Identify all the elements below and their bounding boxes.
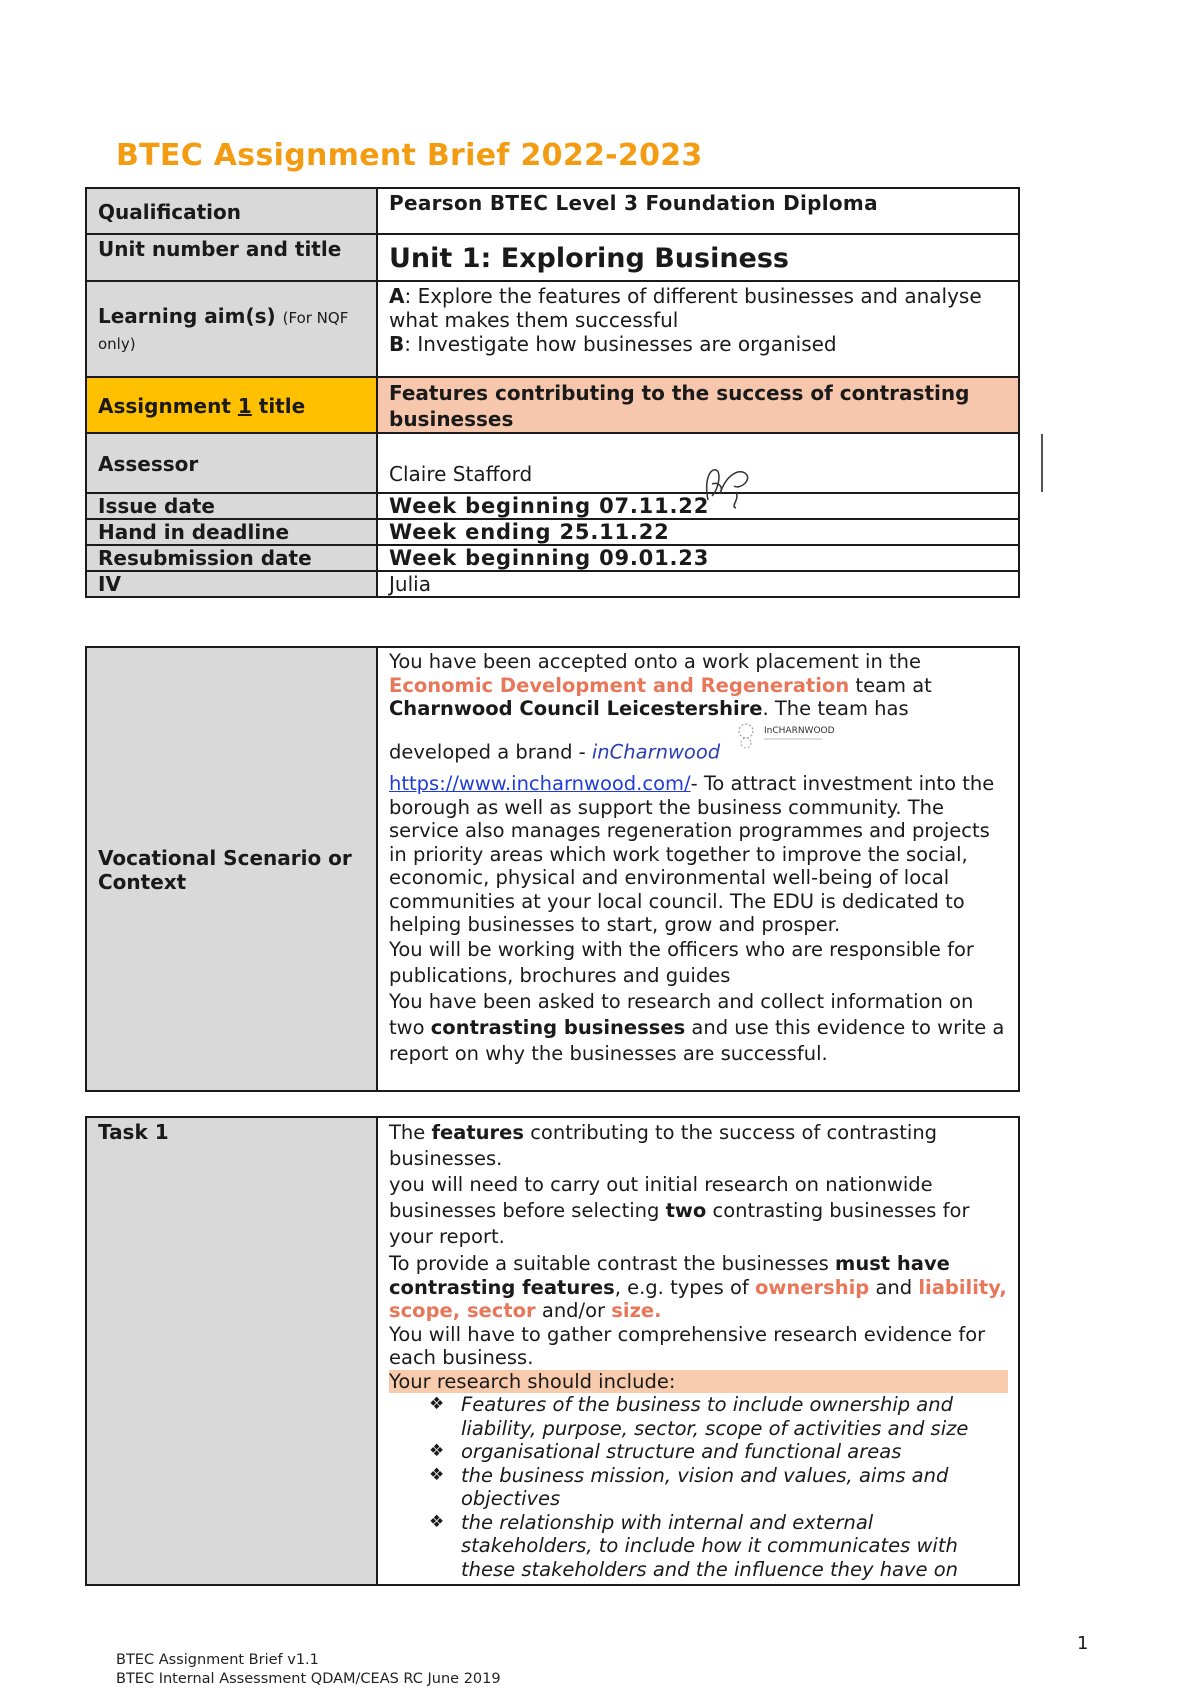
resubmission-row xyxy=(86,545,1019,571)
aim-b-text: : Investigate how businesses are organised xyxy=(404,332,837,356)
scenario-table xyxy=(85,646,1020,1092)
scenario-team-name: Economic Development and Regeneration xyxy=(389,673,850,697)
iv-row xyxy=(86,571,1019,597)
issue-date-label-text: Issue date xyxy=(98,494,215,518)
task-bullet: ❖ Features of the business to include ownership and liability, purpose, sector, scope of activities and size xyxy=(429,1393,1008,1440)
handin-text: Week ending 25.11.22 xyxy=(389,520,670,544)
scenario-p5-b: and use this evidence to write a report on why the businesses are successful. xyxy=(389,1015,1005,1065)
page-title: BTEC Assignment Brief 2022-2023 xyxy=(116,138,703,173)
assignment-label xyxy=(86,377,377,433)
assessor-label-text: Assessor xyxy=(98,452,199,476)
qualification-value xyxy=(377,188,1019,234)
scenario-p5-a: You have been asked to research and collect information on two xyxy=(389,989,974,1039)
scenario-p1-b: team at xyxy=(849,673,932,697)
scenario-para-4: You will be working with the officers who are responsible for publications, brochures and guides xyxy=(389,937,974,987)
assessor-label xyxy=(86,433,377,493)
issue-date-label xyxy=(86,493,377,519)
task-t1-b: contributing to the success of contrasting businesses. xyxy=(389,1121,938,1170)
footer-line-2: BTEC Internal Assessment QDAM/CEAS RC June 2019 xyxy=(116,1671,501,1687)
unit-title: Unit 1: Exploring Business xyxy=(389,243,790,274)
task-para-2 xyxy=(389,1172,1008,1250)
aim-a-key: A xyxy=(389,284,405,308)
task-value xyxy=(377,1117,1019,1585)
task-label-text: Task 1 xyxy=(98,1120,169,1144)
scenario-value xyxy=(377,647,1019,1091)
scenario-para-3 xyxy=(389,772,1008,937)
task-size: size. xyxy=(611,1299,662,1322)
task-t3-a: To provide a suitable contrast the businesses xyxy=(389,1252,835,1275)
assignment-title-value: Features contributing to the success of contrasting businesses xyxy=(377,377,1019,433)
assessor-value xyxy=(377,433,1019,493)
resubmission-value xyxy=(377,545,1019,571)
handin-label-text: Hand in deadline xyxy=(98,520,290,544)
assessor-row xyxy=(86,433,1019,493)
incharnwood-logo-icon xyxy=(732,719,862,753)
task-t2-b: contrasting businesses for your report. xyxy=(389,1199,970,1248)
qualification-label-text: Qualification xyxy=(98,200,242,224)
resubmission-label-text: Resubmission date xyxy=(98,546,312,570)
scenario-para-5 xyxy=(389,989,1008,1067)
handin-row xyxy=(86,519,1019,545)
aim-b xyxy=(389,332,1018,356)
unit-label-text: Unit number and title xyxy=(98,237,342,261)
issue-date-value xyxy=(377,493,1019,519)
task-para-3 xyxy=(389,1252,1008,1323)
scenario-para-1 xyxy=(389,650,1008,721)
scenario-row xyxy=(86,647,1019,1091)
task-bullet: ❖ organisational structure and functional areas xyxy=(429,1440,1008,1464)
task-ownership: ownership xyxy=(754,1275,870,1299)
issue-date-row xyxy=(86,493,1019,519)
task-bullet: ❖ the relationship with internal and external stakeholders, to include how it communicates with these stakeholders and the influence they have on xyxy=(429,1511,1008,1582)
resubmission-label xyxy=(86,545,377,571)
scenario-council-name: Charnwood Council Leicestershire xyxy=(389,697,763,720)
aim-a xyxy=(389,284,1018,332)
scenario-p1-c: . The team has xyxy=(762,697,909,720)
task-t1-a: The xyxy=(389,1121,432,1144)
footer-line-1: BTEC Assignment Brief v1.1 xyxy=(116,1652,319,1668)
task-t3-c: and xyxy=(869,1275,919,1299)
learning-aims-value xyxy=(377,281,1019,377)
aim-b-key: B xyxy=(389,332,405,356)
task-t3-b: , e.g. types of xyxy=(614,1275,755,1299)
task-para-1 xyxy=(389,1120,1008,1172)
unit-label xyxy=(86,234,377,281)
qualification-row xyxy=(86,188,1019,234)
assignment-number: 1 xyxy=(237,394,252,418)
assignment-label-post: title xyxy=(258,394,306,418)
task-table xyxy=(85,1116,1020,1586)
task-row xyxy=(86,1117,1019,1585)
learning-aims-label xyxy=(86,281,377,377)
scenario-p3-text: - To attract investment into the borough as well as support the business community. The service also manages regeneration programmes and projects in priority areas which work together to improve the social, economic, physical and environmental well-being of local communities at your local council. The EDU is dedicated to helping businesses to start, grow and prosper. xyxy=(389,772,995,936)
learning-aims-row xyxy=(86,281,1019,377)
iv-value xyxy=(377,571,1019,597)
task-t3-d: and/or xyxy=(535,1299,612,1322)
scenario-p2-a: developed a brand - xyxy=(389,739,592,763)
brief-info-table xyxy=(85,187,1020,598)
scenario-label xyxy=(86,647,377,1091)
task-t3-bold: must have contrasting features xyxy=(389,1252,950,1299)
iv-label xyxy=(86,571,377,597)
iv-label-text: IV xyxy=(98,572,121,596)
page-number: 1 xyxy=(1077,1633,1089,1654)
task-liability: liability, scope, sector xyxy=(389,1275,1007,1322)
learning-aims-note: (For NQF only) xyxy=(98,309,349,353)
scenario-brand-name: inCharnwood xyxy=(591,739,721,763)
unit-value xyxy=(377,234,1019,281)
task-bullet: ❖ the business mission, vision and values, aims and objectives xyxy=(429,1464,1008,1511)
task-t2-a: you will need to carry out initial research on nationwide businesses before selecting xyxy=(389,1173,933,1222)
scenario-p1-a: You have been accepted onto a work placement in the xyxy=(389,650,922,673)
task-t2-bold: two xyxy=(665,1199,707,1222)
iv-text: Julia xyxy=(389,572,431,596)
issue-date-text: Week beginning 07.11.22 xyxy=(389,494,710,518)
task-label xyxy=(86,1117,377,1585)
incharnwood-logo xyxy=(732,719,862,759)
scenario-para-2 xyxy=(389,725,1008,773)
scenario-p5-bold: contrasting businesses xyxy=(430,1015,686,1039)
assessor-divider xyxy=(1041,434,1043,492)
task-research-highlight: Your research should include: xyxy=(389,1370,1008,1394)
task-para-4: You will have to gather comprehensive research evidence for each business. xyxy=(389,1322,986,1369)
learning-aims-label-text: Learning aim(s) xyxy=(98,304,276,328)
qualification-label xyxy=(86,188,377,234)
qualification-value-text: Pearson BTEC Level 3 Foundation Diploma xyxy=(389,191,878,215)
aim-a-text: : Explore the features of different businesses and analyse what makes them successful xyxy=(389,284,982,332)
assessor-name: Claire Stafford xyxy=(389,462,533,486)
handin-value xyxy=(377,519,1019,545)
task-t1-bold: features xyxy=(431,1121,524,1144)
signature-icon xyxy=(700,460,770,518)
footer xyxy=(116,1651,501,1689)
handin-label xyxy=(86,519,377,545)
assignment-label-pre: Assignment xyxy=(98,394,231,418)
scenario-label-text: Vocational Scenario or Context xyxy=(98,846,352,894)
assignment-row xyxy=(86,377,1019,433)
unit-row xyxy=(86,234,1019,281)
task-bullet-list xyxy=(389,1393,1008,1581)
incharnwood-link[interactable]: https://www.incharnwood.com/ xyxy=(389,772,691,795)
logo-wordmark: InCHARNWOOD xyxy=(764,725,835,736)
resubmission-text: Week beginning 09.01.23 xyxy=(389,546,710,570)
